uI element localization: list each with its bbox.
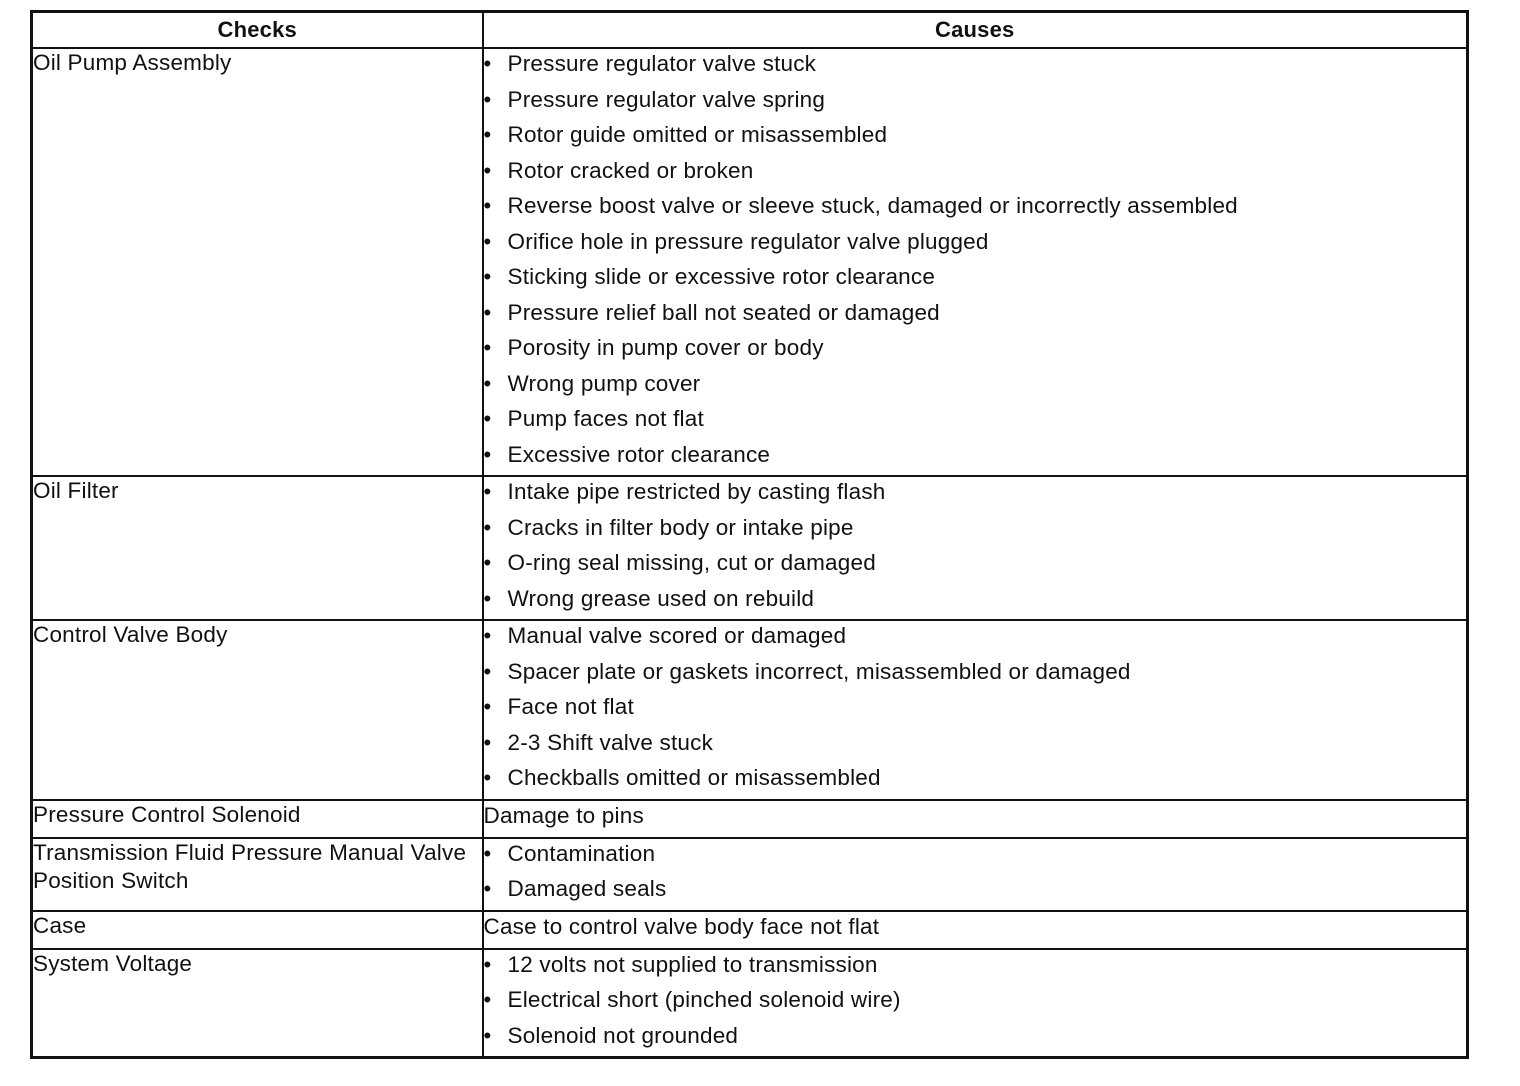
cause-text: Checkballs omitted or misassembled: [507, 765, 881, 790]
cause-text-cell: Case to control valve body face not flat: [483, 911, 1468, 949]
cause-text: Contamination: [507, 840, 656, 866]
cause-text-cell: Damage to pins: [483, 800, 1468, 838]
cause-text: Orifice hole in pressure regulator valve plugged: [507, 228, 989, 254]
bullet-icon: •: [483, 1022, 492, 1048]
bullet-icon: •: [483, 228, 492, 254]
causes-cell: [483, 620, 1468, 800]
cause-item: [484, 839, 1467, 875]
diagnostic-table-container: [30, 10, 1466, 1059]
bullet-icon: •: [483, 370, 492, 396]
cause-item: [484, 1021, 1467, 1057]
cause-item: [484, 440, 1467, 476]
cause-text: Pressure regulator valve spring: [507, 86, 826, 112]
cause-text: Excessive rotor clearance: [507, 441, 771, 467]
cause-text: Rotor guide omitted or misassembled: [507, 122, 888, 147]
cause-text: Intake pipe restricted by casting flash: [507, 479, 886, 504]
bullet-icon: •: [483, 765, 492, 790]
cause-item: [484, 584, 1467, 620]
cause-item: [484, 548, 1467, 584]
cause-item: [484, 728, 1467, 764]
table-row: [32, 800, 1468, 838]
bullet-icon: •: [483, 550, 492, 575]
table-row: [32, 476, 1468, 620]
cause-text: Spacer plate or gaskets incorrect, misassembled or damaged: [507, 658, 1131, 684]
cause-text: 12 volts not supplied to transmission: [507, 951, 878, 977]
causes-cell: [483, 48, 1468, 476]
cause-item: [484, 692, 1467, 728]
cause-item: [484, 156, 1467, 192]
check-cell: Case: [32, 911, 483, 949]
bullet-icon: •: [483, 623, 492, 648]
causes-list: [484, 839, 1467, 910]
cause-item: [484, 477, 1467, 513]
bullet-icon: •: [483, 585, 492, 611]
cause-item: [484, 262, 1467, 298]
cause-text: Wrong pump cover: [507, 370, 701, 396]
cause-text: Pressure regulator valve stuck: [507, 51, 817, 76]
cause-item: [484, 874, 1467, 910]
table-row: [32, 838, 1468, 911]
cause-text: 2-3 Shift valve stuck: [507, 729, 714, 755]
causes-list: [484, 621, 1467, 799]
bullet-icon: •: [483, 479, 492, 504]
causes-cell: [483, 838, 1468, 911]
causes-list: [484, 477, 1467, 619]
bullet-icon: •: [483, 406, 492, 431]
cause-item: [484, 85, 1467, 121]
causes-list: [484, 950, 1467, 1057]
cause-text: Rotor cracked or broken: [507, 157, 754, 183]
bullet-icon: •: [483, 193, 492, 218]
cause-item: [484, 950, 1467, 986]
header-row: [32, 12, 1468, 49]
cause-text: Porosity in pump cover or body: [507, 335, 824, 360]
check-cell: System Voltage: [32, 949, 483, 1058]
cause-item: [484, 298, 1467, 334]
table-row: [32, 620, 1468, 800]
check-cell: Oil Pump Assembly: [32, 48, 483, 476]
cause-text: Sticking slide or excessive rotor clearance: [507, 264, 936, 289]
cause-item: [484, 985, 1467, 1021]
cause-text: Face not flat: [507, 694, 634, 719]
cause-item: [484, 49, 1467, 85]
cause-text: Pressure relief ball not seated or damaged: [507, 299, 940, 325]
bullet-icon: •: [483, 987, 492, 1012]
cause-item: [484, 513, 1467, 549]
bullet-icon: •: [483, 299, 492, 325]
checks-column-header: Checks: [32, 12, 483, 49]
bullet-icon: •: [483, 658, 492, 684]
check-cell: Oil Filter: [32, 476, 483, 620]
check-cell: Pressure Control Solenoid: [32, 800, 483, 838]
bullet-icon: •: [483, 335, 492, 360]
cause-text: Electrical short (pinched solenoid wire): [507, 987, 901, 1012]
cause-text: Wrong grease used on rebuild: [507, 585, 815, 611]
causes-list: [484, 49, 1467, 475]
cause-item: [484, 657, 1467, 693]
cause-text: Solenoid not grounded: [507, 1022, 739, 1048]
table-row: [32, 48, 1468, 476]
bullet-icon: •: [483, 876, 492, 901]
check-cell: Control Valve Body: [32, 620, 483, 800]
cause-item: [484, 333, 1467, 369]
cause-item: [484, 369, 1467, 405]
cause-item: [484, 621, 1467, 657]
bullet-icon: •: [483, 951, 492, 977]
causes-cell: [483, 949, 1468, 1058]
check-cell: Transmission Fluid Pressure Manual Valve Position Switch: [32, 838, 483, 911]
bullet-icon: •: [483, 729, 492, 755]
cause-item: [484, 120, 1467, 156]
causes-cell: [483, 476, 1468, 620]
cause-text: Reverse boost valve or sleeve stuck, damaged or incorrectly assembled: [507, 193, 1238, 218]
checks-causes-table: [30, 10, 1469, 1059]
bullet-icon: •: [483, 264, 492, 289]
cause-text: O-ring seal missing, cut or damaged: [507, 550, 876, 575]
bullet-icon: •: [483, 840, 492, 866]
bullet-icon: •: [483, 514, 492, 540]
cause-item: [484, 404, 1467, 440]
table-row: [32, 949, 1468, 1058]
cause-item: [484, 763, 1467, 799]
bullet-icon: •: [483, 86, 492, 112]
table-row: [32, 911, 1468, 949]
cause-text: Manual valve scored or damaged: [507, 623, 847, 648]
cause-item: [484, 191, 1467, 227]
bullet-icon: •: [483, 694, 492, 719]
cause-item: [484, 227, 1467, 263]
causes-column-header: Causes: [483, 12, 1468, 49]
bullet-icon: •: [483, 157, 492, 183]
bullet-icon: •: [483, 122, 492, 147]
cause-text: Damaged seals: [507, 876, 667, 901]
cause-text: Cracks in filter body or intake pipe: [507, 514, 854, 540]
bullet-icon: •: [483, 51, 492, 76]
bullet-icon: •: [483, 441, 492, 467]
cause-text: Pump faces not flat: [507, 406, 704, 431]
